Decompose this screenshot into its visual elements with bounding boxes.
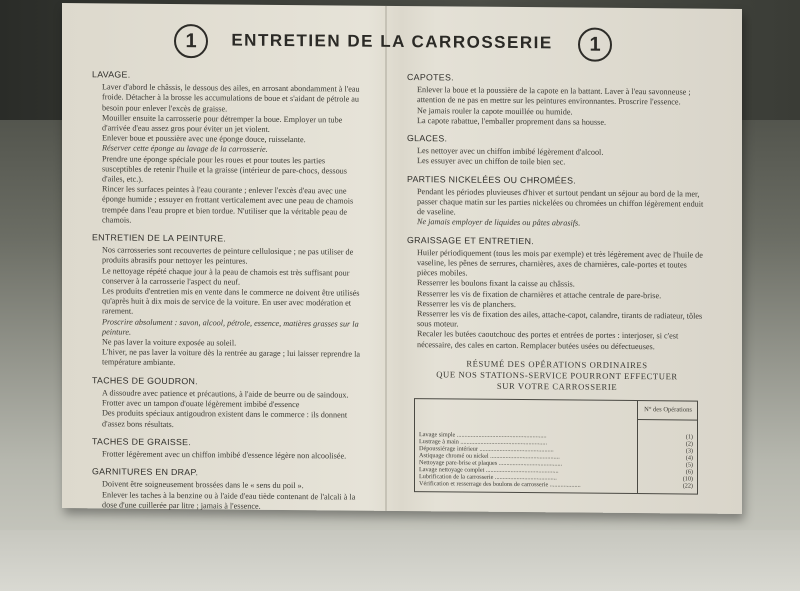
section-paragraph: Frotter légèrement avec un chiffon imbibé d'essence légère non alcoolisée.: [102, 449, 347, 461]
section-paragraph: Enlever la boue et la poussière de la capote en la battant. Laver à l'eau savonneuse ; attention de ne pas en mettre sur les peintures environnantes. Proscrire l'essence.: [417, 85, 691, 107]
operation-label: Lubrification de la carrosserie ........................................: [419, 473, 557, 482]
section-paragraph: Les nettoyer avec un chiffon imbibé légèrement d'alcool.: [417, 146, 604, 157]
operations-table-header: N° des Opérations: [637, 401, 698, 421]
left-column: [92, 69, 362, 512]
section-heading: PARTIES NICKELÉES OU CHROMÉES.: [407, 173, 577, 186]
section-paragraph: Le nettoyage répété chaque jour à la peau de chamois est très suffisant pour conserver à la carrosserie l'aspect du neuf.: [102, 266, 350, 287]
section-paragraph: Recaler les butées caoutchouc des portes et entrées de portes : interjoser, si c'est nécessaire, des cales en carton. Remplacer butées usées ou défectueuses.: [417, 329, 679, 351]
section-heading: GARNITURES EN DRAP.: [92, 466, 199, 478]
section-paragraph: Ne jamais employer de liquides ou pâtes abrasifs.: [417, 217, 581, 228]
section-paragraph: Nos carrosseries sont recouvertes de peinture cellulosique ; ne pas utiliser de produits abrasifs pour nettoyer les peintures.: [102, 245, 354, 267]
document-title: ENTRETIEN DE LA CARROSSERIE: [231, 30, 553, 53]
operation-label: Vérification et resserrage des boulons de carrosserie ....................: [419, 480, 581, 489]
section-paragraph: Resserrer les vis de fixation des ailes, attache-capot, calandre, tirants de radiateur, tôles sous moteur.: [417, 309, 703, 329]
section-paragraph: Resserrer les vis de fixation de charnières et attache centrale de pare-brise.: [417, 288, 662, 300]
section-paragraph: Les essuyer avec un chiffon de toile bien sec.: [417, 156, 566, 167]
operations-table-rows: [419, 431, 697, 489]
operation-number: (1): [685, 433, 693, 441]
operation-label: Astiquage chromé ou nickel .............................................: [419, 452, 560, 461]
summary-heading: [407, 358, 707, 394]
section-paragraph: Resserrer les boulons fixant la caisse au châssis.: [417, 278, 575, 289]
summary-line: QUE NOS STATIONS-SERVICE POURRONT EFFECTUER: [436, 369, 678, 382]
operation-label: Dépoussiérage intérieur ................................................: [419, 445, 554, 454]
section-paragraph: Rincer les surfaces peintes à l'eau courante ; enlever l'excès d'eau avec une éponge humide ; essuyer en frottant verticalement avec une peau de chamois trempée dans l'eau propre et bien tordue. N'utiliser que la véritable peau de chamois.: [102, 184, 354, 225]
operation-label: Nettoyage pare-brise et plaques .........................................: [419, 459, 563, 468]
section-heading: CAPOTES.: [407, 72, 454, 83]
section-heading: TACHES DE GRAISSE.: [92, 435, 192, 447]
page-number-circle-right: 1: [578, 28, 612, 62]
section-paragraph: Pendant les périodes pluvieuses d'hiver et surtout pendant un séjour au bord de la mer, passer chaque matin sur les parties nickelées ou chromées un chiffon légèrement enduit de vaseline.: [417, 186, 704, 217]
background-table-surface: [0, 530, 800, 591]
operation-number: (3): [685, 447, 693, 455]
operation-label: Lavage nettoyage complet ...............................................: [419, 466, 559, 475]
document-header: [62, 23, 742, 69]
section-heading: GLACES.: [407, 133, 448, 144]
section-paragraph: La capote rabattue, l'emballer proprement dans sa housse.: [417, 115, 607, 127]
operation-number: (10): [682, 475, 693, 483]
section-paragraph: Laver d'abord le châssis, le dessous des ailes, en arrosant abondamment à l'eau froide. Détacher à la brosse les accumulations de boue et s'aidant de pétrole au besoin pour enlever l'excès de graisse.: [102, 82, 360, 114]
section-heading: ENTRETIEN DE LA PEINTURE.: [92, 232, 227, 244]
section-paragraph: Enlever les taches à la benzine ou à l'aide d'eau tiède contenant de l'alcali à la dose d'une cuillerée par litre ; jamais à l'essence.: [102, 489, 356, 511]
center-fold: [385, 6, 387, 511]
page-number-circle-left: 1: [174, 24, 208, 58]
section-paragraph: Resserrer les vis de planchers.: [417, 298, 516, 309]
operation-number: (4): [685, 454, 693, 462]
section-paragraph: Frotter avec un tampon d'ouate légèrement imbibé d'essence: [102, 398, 300, 410]
document-sheet: [62, 3, 742, 514]
section-paragraph: Prendre une éponge spéciale pour les roues et pour toutes les parties susceptibles de retenir l'huile et la graisse (intérieur de pare-chocs, dessous d'ailes, etc.).: [102, 154, 347, 184]
operation-label: Lavage simple ..........................................................: [419, 431, 547, 440]
operation-number: (5): [685, 461, 693, 469]
section-paragraph: Ne pas laver la voiture exposée au soleil.: [102, 337, 237, 348]
section-paragraph: L'hiver, ne pas laver la voiture dès la rentrée au garage ; lui laisser reprendre la température ambiante.: [102, 347, 361, 368]
right-column: [407, 72, 707, 393]
summary-line: RÉSUMÉ DES OPÉRATIONS ORDINAIRES: [466, 358, 648, 371]
section-paragraph: Proscrire absolument : savon, alcool, pétrole, essence, matières grasses sur la peinture.: [102, 317, 359, 337]
section-paragraph: Réserver cette éponge au lavage de la carrosserie.: [102, 143, 268, 155]
section-paragraph: Enlever boue et poussière avec une éponge douce, ruisselante.: [102, 133, 306, 145]
operations-table: [414, 398, 698, 494]
section-paragraph: Doivent être soigneusement brossées dans le « sens du poil ».: [102, 479, 304, 491]
operation-number: (22): [682, 482, 693, 490]
table-row: [419, 480, 697, 489]
section-heading: LAVAGE.: [92, 69, 131, 80]
section-paragraph: Mouiller ensuite la carrosserie pour détremper la boue. Employer un tube d'arrivée d'eau assez gros pour éviter un jet violent.: [102, 113, 343, 134]
right-sections: [407, 72, 707, 352]
section-paragraph: Des produits spéciaux antigoudron existent dans le commerce : ils donnent d'assez bons résultats.: [102, 408, 348, 429]
operation-number: (6): [685, 468, 693, 476]
operation-number: (2): [685, 440, 693, 448]
section-paragraph: Huiler périodiquement (tous les mois par exemple) et très légèrement avec de l'huile de vaseline, les pênes de serrures, charnières, axes de charnières, cale-portes et toutes pièces mobiles.: [417, 247, 703, 278]
section-heading: TACHES DE GOUDRON.: [92, 374, 198, 386]
section-paragraph: Les produits d'entretien mis en vente dans le commerce ne doivent être utilisés qu'après huit à dix mois de service de la voiture. En user avec modération et rarement.: [102, 286, 360, 317]
section-paragraph: A dissoudre avec patience et précautions, à l'aide de beurre ou de saindoux.: [102, 388, 349, 400]
summary-line: SUR VOTRE CARROSSERIE: [496, 380, 618, 392]
operation-label: Lustrage à main ........................................................: [419, 438, 548, 447]
section-paragraph: Ne jamais rouler la capote mouillée ou humide.: [417, 105, 573, 117]
section-heading: GRAISSAGE ET ENTRETIEN.: [407, 234, 534, 246]
